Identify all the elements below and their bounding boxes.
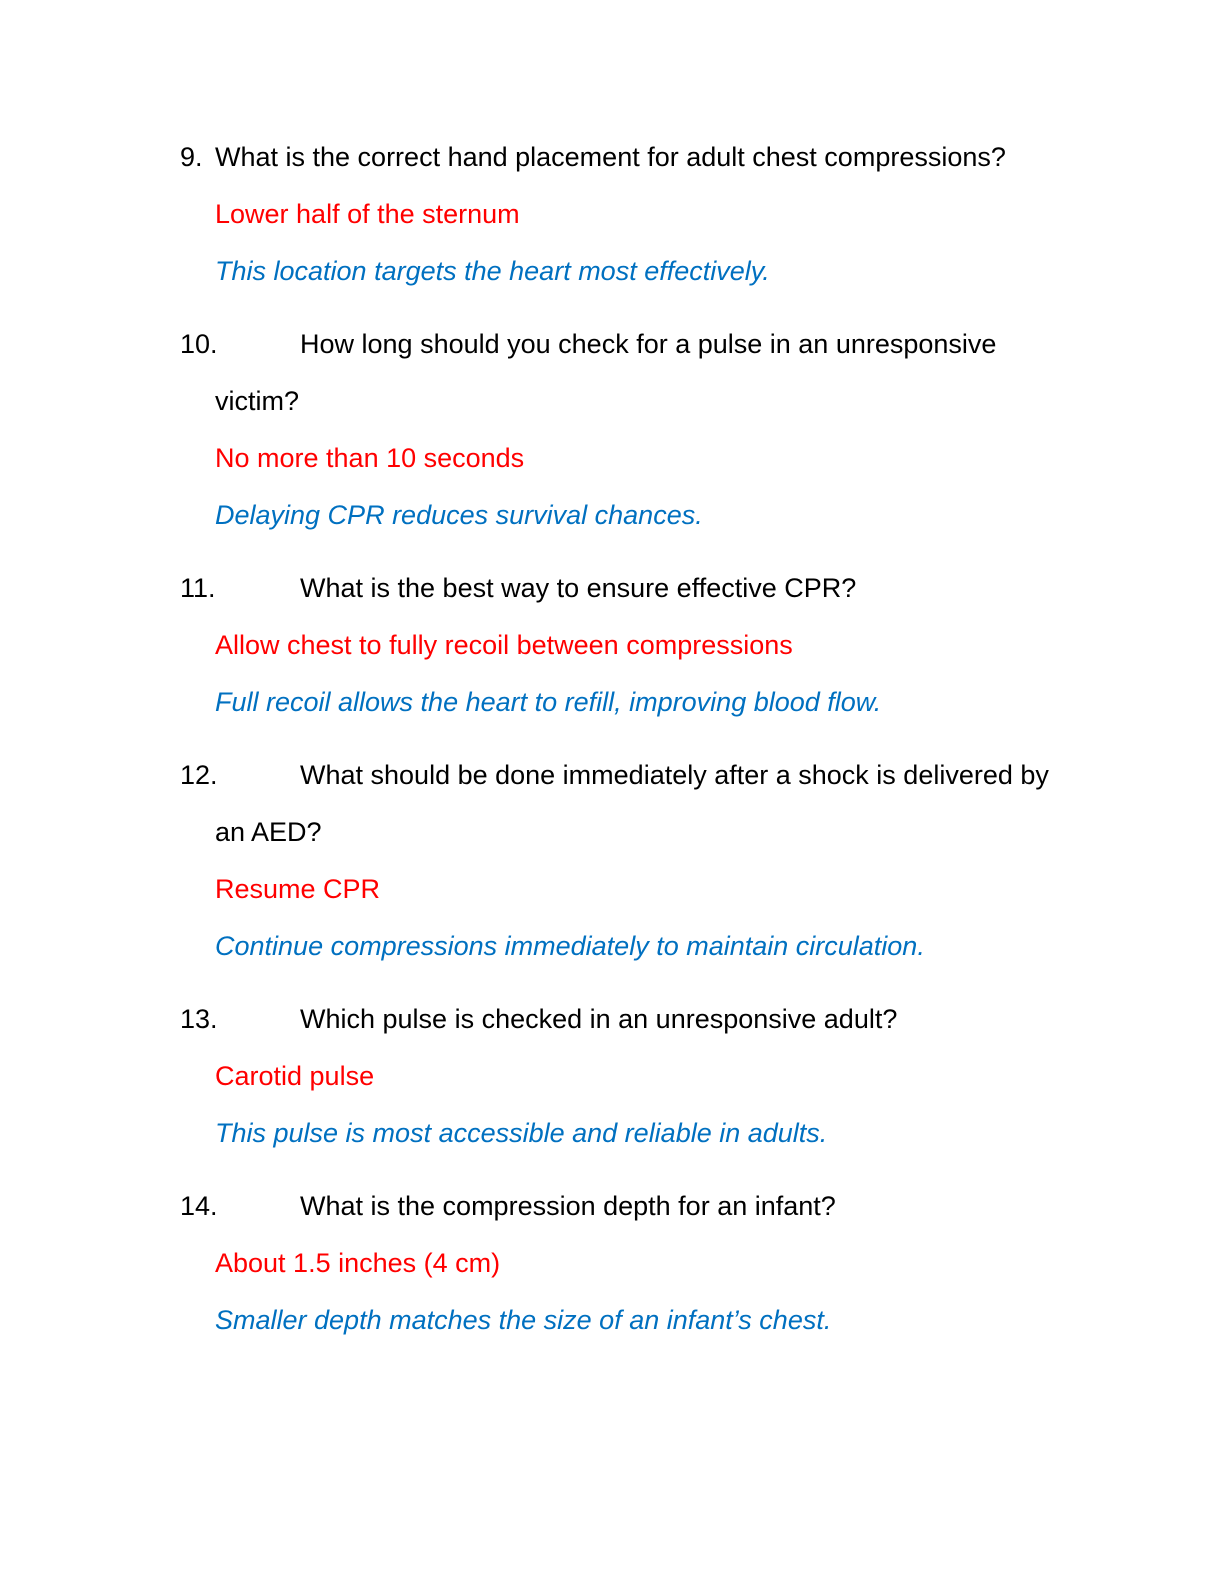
- question-line: [180, 316, 1082, 430]
- explanation-text: This pulse is most accessible and reliable in adults.: [215, 1118, 828, 1148]
- explanation-text: This location targets the heart most effectively.: [215, 256, 770, 286]
- question-line: [180, 1178, 1082, 1235]
- question-text: What should be done immediately after a shock is delivered by an AED?: [215, 760, 1049, 847]
- explanation-text: Full recoil allows the heart to refill, improving blood flow.: [215, 687, 882, 717]
- question-line: [180, 991, 1082, 1048]
- question-number: 9.: [180, 142, 203, 172]
- answer-text: No more than 10 seconds: [215, 443, 525, 473]
- question-block: [180, 129, 1082, 300]
- answer-text: Allow chest to fully recoil between compressions: [215, 630, 793, 660]
- question-number: 12.: [180, 760, 218, 790]
- answer-text: Resume CPR: [215, 874, 381, 904]
- answer-text: Lower half of the sternum: [215, 199, 520, 229]
- question-number: 11.: [180, 573, 216, 603]
- explanation-text: Continue compressions immediately to maintain circulation.: [215, 931, 925, 961]
- question-text: What is the best way to ensure effective CPR?: [300, 573, 857, 603]
- question-text: What is the correct hand placement for adult chest compressions?: [215, 142, 1006, 172]
- explanation-text: Delaying CPR reduces survival chances.: [215, 500, 703, 530]
- question-line: [180, 129, 1082, 186]
- question-block: [180, 316, 1082, 544]
- explanation-text: Smaller depth matches the size of an infant’s chest.: [215, 1305, 832, 1335]
- question-block: [180, 747, 1082, 975]
- answer-text: About 1.5 inches (4 cm): [215, 1248, 501, 1278]
- question-text: How long should you check for a pulse in an unresponsive victim?: [215, 329, 997, 416]
- question-block: [180, 1178, 1082, 1349]
- question-line: [180, 747, 1082, 861]
- question-number: 14.: [180, 1191, 218, 1221]
- question-block: [180, 560, 1082, 731]
- question-number: 13.: [180, 1004, 218, 1034]
- question-number: 10.: [180, 329, 218, 359]
- question-block: [180, 991, 1082, 1162]
- question-line: [180, 560, 1082, 617]
- question-text: Which pulse is checked in an unresponsive adult?: [300, 1004, 898, 1034]
- answer-text: Carotid pulse: [215, 1061, 375, 1091]
- question-text: What is the compression depth for an infant?: [300, 1191, 836, 1221]
